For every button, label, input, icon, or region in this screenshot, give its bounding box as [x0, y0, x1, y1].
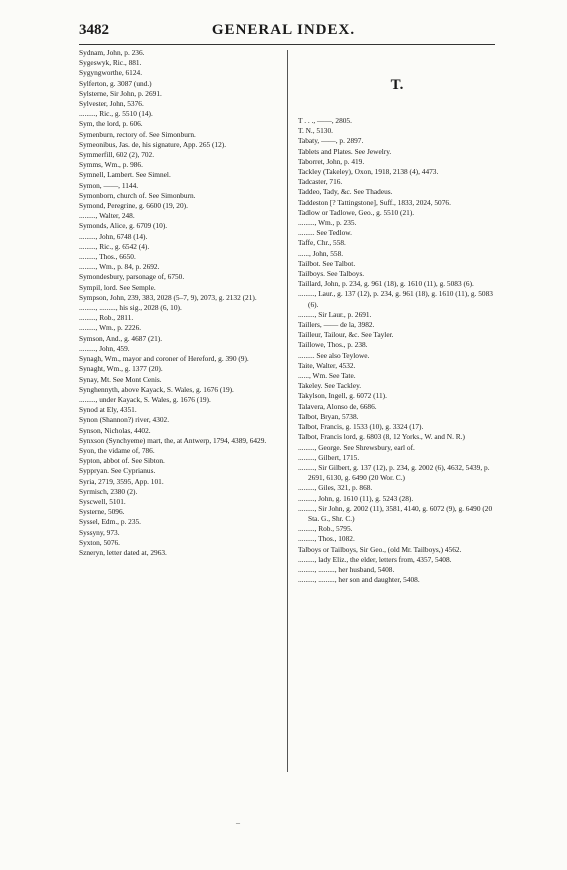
- index-entry: Symmerfill, 602 (2), 702.: [79, 150, 155, 160]
- index-entry: Talbot, Francis lord, g. 6803 (8, 12 Yorks., W. and N. R.): [298, 432, 465, 442]
- index-entry: Symms, Wm., p. 986.: [79, 160, 143, 170]
- index-entry: Sygeswyk, Ric., 881.: [79, 58, 142, 68]
- index-entry: Taddeston [? Tattingstone], Suff., 1833, 2024, 5076.: [298, 197, 451, 207]
- index-entry: Taffe, Chr., 558.: [298, 238, 346, 248]
- right-column: [298, 48, 496, 585]
- index-entry: ......, John, 558.: [298, 248, 344, 258]
- index-entry: ........., lady Eliz., the elder, letters from, 4357, 5408.: [298, 554, 452, 564]
- index-entry: ........., Ric., g. 5510 (14).: [79, 109, 153, 119]
- index-entry: Symenburn, rectory of. See Simonburn.: [79, 129, 196, 139]
- index-entry: Talbot, Bryan, 5738.: [298, 411, 359, 421]
- index-entry: Synghennyth, above Kayack, S. Wales, g. 1676 (19).: [79, 384, 234, 394]
- index-entry: Syria, 2719, 3595, App. 101.: [79, 476, 164, 486]
- index-entry: Sympson, John, 239, 383, 2028 (5–7, 9), 2073, g. 2132 (21).: [79, 292, 257, 302]
- index-entry: T . . ., ——, 2805.: [298, 116, 352, 125]
- column-divider: [287, 50, 288, 772]
- index-entry: Synson, Nicholas, 4402.: [79, 425, 151, 435]
- index-entry: Symon, ——, 1144.: [79, 180, 139, 190]
- index-entry: Symonds, Alice, g. 6709 (10).: [79, 221, 168, 231]
- index-entry: Syssyny, 973.: [79, 527, 120, 537]
- index-entry: Sylvester, John, 5376.: [79, 99, 144, 109]
- index-entry: Taillard, John, p. 234, g. 961 (18), g. 1610 (11), g. 5083 (6).: [298, 279, 474, 289]
- index-entry: Tadlow or Tadlowe, Geo., g. 5510 (21).: [298, 207, 415, 217]
- footer-mark: –: [236, 818, 240, 827]
- index-entry: Taillowe, Thos., p. 238.: [298, 340, 368, 350]
- index-entry: T. N., 5130.: [298, 126, 333, 136]
- index-entry: ........., Wm., p. 235.: [298, 218, 357, 228]
- index-entry: ........., Rob., 5795.: [298, 524, 353, 534]
- index-entry: Taillers, —— de la, 3982.: [298, 320, 375, 330]
- index-entry: ........., Thos., 6650.: [79, 252, 136, 262]
- index-entry: ........., Laur., g. 137 (12), p. 234, g. 961 (18), g. 1610 (11), g. 5083 (6).: [298, 289, 493, 309]
- index-entry: Syscwell, 5101.: [79, 496, 126, 506]
- index-entry: ........., Sir John, g. 2002 (11), 3581, 4140, g. 6072 (9), g. 6490 (20 Sta. G., Shr. C.): [298, 503, 493, 523]
- index-entry: Syon, the vidame of, 786.: [79, 445, 155, 455]
- index-entry: ........., Thos., 1082.: [298, 534, 355, 544]
- index-entry: ........., John, 459.: [79, 343, 130, 353]
- index-entry: Sylferton, g. 3087 (und.): [79, 78, 152, 88]
- index-entry: ........., ........., her son and daughter, 5408.: [298, 575, 420, 585]
- section-letter: T.: [390, 77, 404, 93]
- header-rule: [79, 44, 495, 45]
- index-entry: ........., Wm., p. 84, p. 2692.: [79, 262, 160, 272]
- index-entry: Tablets and Plates. See Jewelry.: [298, 146, 392, 156]
- index-entry: Symeonibus, Jas. de, his signature, App. 265 (12).: [79, 139, 227, 149]
- index-entry: Syssel, Edm., p. 235.: [79, 517, 142, 527]
- index-entry: Synagh, Wm., mayor and coroner of Hereford, g. 390 (9).: [79, 354, 249, 364]
- page-number: 3482: [79, 22, 109, 38]
- index-entry: ........., Wm., p. 2226.: [79, 323, 142, 333]
- index-entry: ........., under Kayack, S. Wales, g. 1676 (19).: [79, 394, 211, 404]
- index-entry: ........., ........., her husband, 5408.: [298, 564, 395, 574]
- index-entry: Tailboys. See Talboys.: [298, 269, 365, 279]
- index-entry: Synay, Mt. See Mont Cenis.: [79, 374, 162, 384]
- index-entry: ........., John, 6748 (14).: [79, 231, 148, 241]
- index-entry: Sygyngworthe, 6124.: [79, 68, 143, 78]
- index-entry: Symond, Peregrine, g. 6600 (19, 20).: [79, 201, 188, 211]
- index-entry: Tackley (Takeley), Oxon, 1918, 2138 (4), 4473.: [298, 167, 439, 177]
- index-entry: Synon (Shannon?) river, 4302.: [79, 415, 170, 425]
- index-entry: ........., Giles, 321, p. 868.: [298, 483, 373, 493]
- index-entry: Taite, Walter, 4532.: [298, 360, 356, 370]
- index-entry: Takylson, Ingell, g. 6072 (11).: [298, 391, 387, 401]
- index-entry: Syrmisch, 2380 (2).: [79, 486, 138, 496]
- index-entry: ......... See Tedlow.: [298, 228, 352, 238]
- index-entry: ........., John, g. 1610 (11), g. 5243 (28).: [298, 493, 414, 503]
- index-entry: ........., Rob., 2811.: [79, 313, 134, 323]
- index-entry: Symonborn, church of. See Simonburn.: [79, 190, 196, 200]
- index-entry: ........., ........., his sig., 2028 (6, 10).: [79, 303, 182, 313]
- index-entry: Symondesbury, parsonage of, 6750.: [79, 272, 185, 282]
- index-entry: Sylsterne, Sir John, p. 2691.: [79, 88, 162, 98]
- index-entry: Systerne, 5096.: [79, 507, 125, 517]
- index-entry: Synaght, Wm., g. 1377 (20).: [79, 364, 163, 374]
- index-entry: ........., Ric., g. 6542 (4).: [79, 241, 150, 251]
- index-entry: Symson, And., g. 4687 (21).: [79, 333, 163, 343]
- index-entry: Taborret, John, p. 419.: [298, 156, 365, 166]
- index-entry: Tailleur, Tailour, &c. See Tayler.: [298, 330, 394, 340]
- index-entry: Synod at Ely, 4351.: [79, 405, 137, 415]
- index-entry: ........., Gilbert, 1715.: [298, 452, 360, 462]
- index-entry: ......, Wm. See Tate.: [298, 371, 356, 381]
- index-entry: Syppryan. See Cyprianus.: [79, 466, 156, 476]
- index-entry: Tabaty, ——, p. 2897.: [298, 136, 364, 146]
- index-entry: Synxson (Synchyeme) mart, the, at Antwerp, 1794, 4389, 6429.: [79, 435, 267, 445]
- index-entry: ........., George. See Shrewsbury, earl of.: [298, 442, 415, 452]
- index-entry: Tadcaster, 716.: [298, 177, 343, 187]
- page-header: [0, 22, 567, 44]
- index-entry: Talboys or Tailboys, Sir Geo., (old Mr. Tailboys,) 4562.: [298, 544, 462, 554]
- index-entry: Takeley. See Tackley.: [298, 381, 362, 391]
- index-entry: Sypton, abbot of. See Sibton.: [79, 456, 165, 466]
- index-entry: Talavera, Alonso de, 6686.: [298, 401, 377, 411]
- index-entry: ........., Sir Gilbert, g. 137 (12), p. 234, g. 2002 (6), 4632, 5439, p. 2691, 6130, g. 6490 (20 Wor. C.): [298, 462, 490, 483]
- index-entry: ........., Sir Laur., p. 2691.: [298, 309, 372, 319]
- index-entry: Symnell, Lambert. See Simnel.: [79, 170, 171, 180]
- left-column: [79, 48, 281, 558]
- index-entry: Sym, the lord, p. 606.: [79, 119, 143, 129]
- index-entry: Syxton, 5076.: [79, 537, 121, 547]
- index-entry: ......... See also Teylowe.: [298, 350, 370, 360]
- index-entry: Szneryn, letter dated at, 2963.: [79, 547, 167, 557]
- index-entry: Talbot, Francis, g. 1533 (10), g. 3324 (17).: [298, 422, 424, 432]
- page-title: GENERAL INDEX.: [211, 22, 356, 38]
- index-entry: Taddeo, Tady, &c. See Thadeus.: [298, 187, 393, 197]
- index-entry: ........., Walter, 248.: [79, 211, 135, 221]
- index-entry: Sympil, lord. See Semple.: [79, 282, 156, 292]
- index-entry: Tailbot. See Talbot.: [298, 258, 356, 268]
- index-entry: Sydnam, John, p. 236.: [79, 48, 145, 57]
